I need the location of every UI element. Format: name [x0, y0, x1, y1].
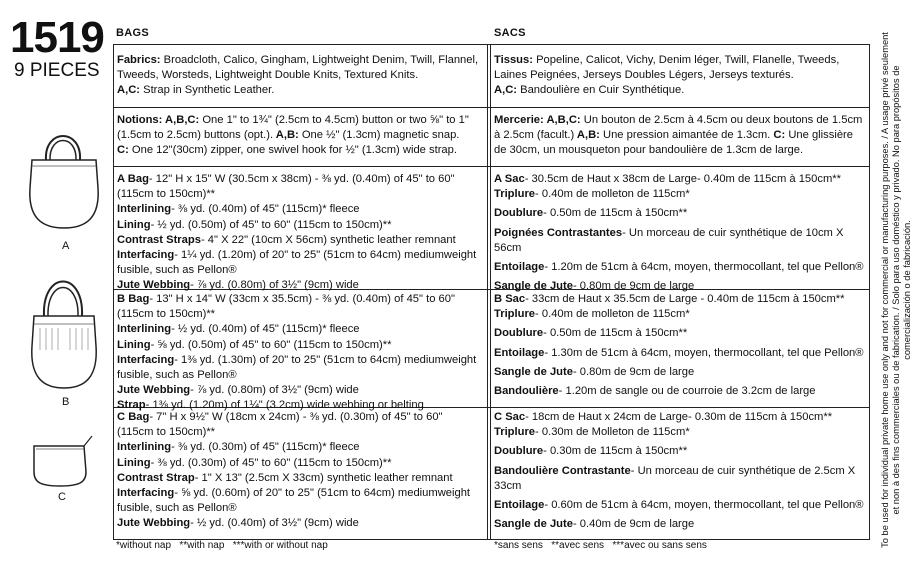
sangle-label: Sangle de Jute	[494, 280, 573, 293]
interlining-label: Interlining	[117, 323, 172, 336]
interlining-text: - ⅜ yd. (0.40m) of 45" (115cm)* fleece	[171, 203, 360, 216]
lining-label: Lining	[117, 338, 151, 351]
french-sac-a-section	[491, 172, 869, 294]
strap-label: A,C:	[117, 84, 140, 97]
doublure-text: - 0.50m de 115cm à 150cm**	[543, 327, 688, 340]
bag-c-label: C Bag	[117, 411, 150, 423]
label-a: A	[62, 240, 70, 252]
fabrics-text: Broadcloth, Calico, Gingham, Lightweight Denim, Twill, Flannel, Tweeds, Worsteds, Lightweight Double Knits, Textured Knits.	[117, 54, 481, 82]
label-c: C	[58, 491, 66, 503]
column-divider	[487, 45, 488, 539]
english-bag-c-section	[114, 410, 485, 532]
bag-c-text: - 7" H x 9½" W (18cm x 24cm) - ⅜ yd. (0.30m) of 45" to 60" (115cm to 150cm)**	[117, 411, 446, 439]
english-notions-section	[114, 113, 485, 159]
tissus-text: Popeline, Calicot, Vichy, Denim léger, Twill, Flanelle, Tweeds, Laines Peignées, Jerseys Doubles Légers, Jerseys texturés.	[494, 54, 843, 82]
interlining-text: - ⅜ yd. (0.30m) of 45" (115cm)* fleece	[171, 441, 360, 454]
triplure-label: Triplure	[494, 188, 536, 201]
sac-c-label: C Sac	[494, 411, 526, 423]
fabrics-label: Fabrics:	[117, 54, 161, 66]
entoilage-text: - 0.60m de 51cm à 64cm, moyen, thermocollant, tel que Pellon®	[544, 499, 864, 512]
strap-label: Strap	[117, 399, 146, 412]
sangle-label: Sangle de Jute	[494, 518, 573, 531]
notions-c-text: One 12"(30cm) zipper, one swivel hook for ½" (1.3cm) wide strap.	[128, 144, 457, 157]
lining-label: Lining	[117, 218, 151, 231]
english-bag-b-section	[114, 292, 485, 414]
lining-text: - ⅝ yd. (0.50m) of 45" to 60" (115cm to 150cm)**	[150, 338, 392, 351]
bandouliere-contrastante-label: Bandoulière Contrastante	[494, 464, 631, 477]
notions-label: Notions: A,B,C:	[117, 114, 200, 126]
doublure-label: Doublure	[494, 327, 544, 340]
triplure-text: - 0.40m de molleton de 115cm*	[535, 308, 690, 321]
pieces-count: 9 PIECES	[14, 60, 100, 81]
mercerie-label: Mercerie: A,B,C:	[494, 114, 581, 126]
sac-a-text: - 30.5cm de Haut x 38cm de Large- 0.40m de 115cm à 150cm**	[524, 173, 842, 185]
interfacing-label: Interfacing	[117, 487, 175, 500]
poignees-text: - Un morceau de cuir synthétique de 10cm X 56cm	[494, 226, 847, 254]
english-bag-a-section	[114, 172, 485, 294]
interfacing-text: - 1¼ yd. (1.20m) of 20" to 25" (51cm to 64cm) mediumweight fusible, such as Pellon®	[117, 249, 480, 277]
bandouliere-text: - 1.20m de sangle ou de courroie de 3.2cm de large	[558, 385, 816, 398]
mercerie-c-label: C:	[770, 129, 786, 142]
footnote-french: *sans sens **avec sens ***avec ou sans sens	[494, 540, 707, 551]
legal-notice: To be used for individual private home use only and not for commercial or manufacturing purposes. / A usage privé seulement et non à des fins commerciales ou de fabrication. / Solo para uso doméstico y privado. No para propósitos de comercialización o de fabricación.	[880, 32, 912, 548]
entoilage-text: - 1.30m de 51cm à 64cm, moyen, thermocollant, tel que Pellon®	[544, 346, 864, 359]
lining-text: - ⅜ yd. (0.30m) of 45" to 60" (115cm to 150cm)**	[150, 456, 392, 469]
jute-webbing-label: Jute Webbing	[117, 517, 191, 530]
triplure-text: - 0.40m de molleton de 115cm*	[535, 188, 690, 201]
french-tissus-section	[491, 53, 869, 99]
notions-ab-label: A,B:	[273, 129, 299, 142]
doublure-text: - 0.50m de 115cm à 150cm**	[543, 207, 688, 220]
label-b: B	[62, 396, 70, 408]
sac-c-text: - 18cm de Haut x 24cm de Large- 0.30m de 115cm à 150cm**	[525, 411, 833, 423]
interlining-text: - ½ yd. (0.40m) of 45" (115cm)* fleece	[171, 323, 360, 336]
footnote-english: *without nap **with nap ***with or without nap	[116, 540, 328, 551]
jute-webbing-text: - ⅞ yd. (0.80m) of 3½" (9cm) wide	[190, 384, 359, 397]
french-sac-c-section	[491, 410, 869, 532]
mercerie-text: Un bouton de 2.5cm à 4.5cm ou deux boutons de 1.5cm à 2.5cm (facult.)	[494, 114, 866, 142]
lining-label: Lining	[117, 456, 151, 469]
triplure-text: - 0.30m de Molleton de 115cm*	[535, 426, 690, 439]
bandouliere-text: Bandoulière en Cuir Synthétique.	[517, 84, 685, 97]
doublure-label: Doublure	[494, 207, 544, 220]
entoilage-label: Entoilage	[494, 346, 545, 359]
bandouliere-label: Bandoulière	[494, 385, 559, 398]
bag-a-label: A Bag	[117, 173, 149, 185]
row-divider	[114, 107, 869, 108]
jute-webbing-text: - ⅞ yd. (0.80m) of 3½" (9cm) wide	[190, 279, 359, 292]
doublure-label: Doublure	[494, 445, 544, 458]
mercerie-ab-label: A,B:	[574, 129, 600, 142]
bag-b-label: B Bag	[117, 293, 150, 305]
bandouliere-label: A,C:	[494, 84, 517, 97]
sangle-text: - 0.40m de 9cm de large	[572, 518, 695, 531]
jute-webbing-label: Jute Webbing	[117, 279, 191, 292]
notions-c-label: C:	[117, 144, 129, 157]
contrast-strap-text: - 1" X 13" (2.5cm X 33cm) synthetic leather remnant	[194, 471, 453, 484]
french-sac-b-section	[491, 292, 869, 399]
poignees-label: Poignées Contrastantes	[494, 226, 623, 239]
row-divider	[114, 166, 869, 167]
bag-b-text: - 13" H x 14" W (33cm x 35.5cm) - ⅜ yd. (0.40m) of 45" to 60" (115cm to 150cm)**	[117, 293, 459, 321]
interfacing-label: Interfacing	[117, 353, 175, 366]
entoilage-label: Entoilage	[494, 499, 545, 512]
contrast-strap-label: Contrast Strap	[117, 471, 195, 484]
contrast-straps-text: - 4" X 22" (10cm X 56cm) synthetic leather remnant	[200, 233, 456, 246]
bag-b-illustration	[24, 266, 104, 394]
notions-text: One 1" to 1¾" (2.5cm to 4.5cm) button or two ⅝" to 1" (1.5cm to 2.5cm) buttons (opt.).	[117, 114, 472, 142]
interfacing-text: - 1⅜ yd. (1.30m) of 20" to 25" (51cm to 64cm) mediumweight fusible, such as Pellon®	[117, 353, 480, 382]
french-mercerie-section	[491, 113, 869, 159]
heading-bags: BAGS	[116, 27, 149, 39]
pattern-number: 1519	[10, 13, 104, 62]
legal-notice-wrapper	[880, 30, 912, 550]
bag-a-text: - 12" H x 15" W (30.5cm x 38cm) - ⅜ yd. (0.40m) of 45" to 60" (115cm to 150cm)**	[117, 173, 458, 201]
sangle-label: Sangle de Jute	[494, 365, 573, 378]
doublure-text: - 0.30m de 115cm à 150cm**	[543, 445, 688, 458]
interfacing-label: Interfacing	[117, 249, 175, 262]
entoilage-label: Entoilage	[494, 261, 545, 274]
heading-sacs: SACS	[494, 27, 526, 39]
bag-a-illustration	[24, 118, 104, 238]
contrast-straps-label: Contrast Straps	[117, 233, 201, 246]
lining-text: - ½ yd. (0.50m) of 45" to 60" (115cm to 150cm)**	[150, 218, 392, 231]
tissus-label: Tissus:	[494, 54, 533, 66]
mercerie-ab-text: Une pression aimantée de 1.3cm.	[599, 129, 771, 142]
jute-webbing-label: Jute Webbing	[117, 384, 191, 397]
triplure-label: Triplure	[494, 426, 536, 439]
bandouliere-contrastante-text: - Un morceau de cuir synthétique de 2.5cm X 33cm	[494, 464, 859, 492]
entoilage-text: - 1.20m de 51cm à 64cm, moyen, thermocollant, tel que Pellon®	[544, 261, 864, 274]
strap-text: - 1⅜ yd. (1.20m) of 1¼" (3.2cm) wide webbing or belting	[145, 399, 424, 412]
sac-b-label: B Sac	[494, 293, 526, 305]
interlining-label: Interlining	[117, 203, 172, 216]
english-fabrics-section	[114, 53, 485, 99]
triplure-label: Triplure	[494, 308, 536, 321]
interfacing-text: - ⅝ yd. (0.60m) of 20" to 25" (51cm to 64cm) mediumweight fusible, such as Pellon®	[117, 487, 474, 515]
jute-webbing-text: - ½ yd. (0.40m) of 3½" (9cm) wide	[190, 517, 359, 530]
mercerie-c-text: Une glissière de 30cm, un mousqueton pour bandoulière de 1.3cm de large.	[494, 129, 857, 157]
notions-ab-text: One ½" (1.3cm) magnetic snap.	[298, 129, 460, 142]
sac-b-text: - 33cm de Haut x 35.5cm de Large - 0.40m de 115cm à 150cm**	[525, 293, 845, 305]
sangle-text: - 0.80m de 9cm de large	[572, 280, 695, 293]
bag-c-illustration	[24, 432, 104, 492]
sac-a-label: A Sac	[494, 173, 525, 185]
sangle-text: - 0.80m de 9cm de large	[572, 365, 695, 378]
strap-text: Strap in Synthetic Leather.	[140, 84, 275, 97]
interlining-label: Interlining	[117, 441, 172, 454]
